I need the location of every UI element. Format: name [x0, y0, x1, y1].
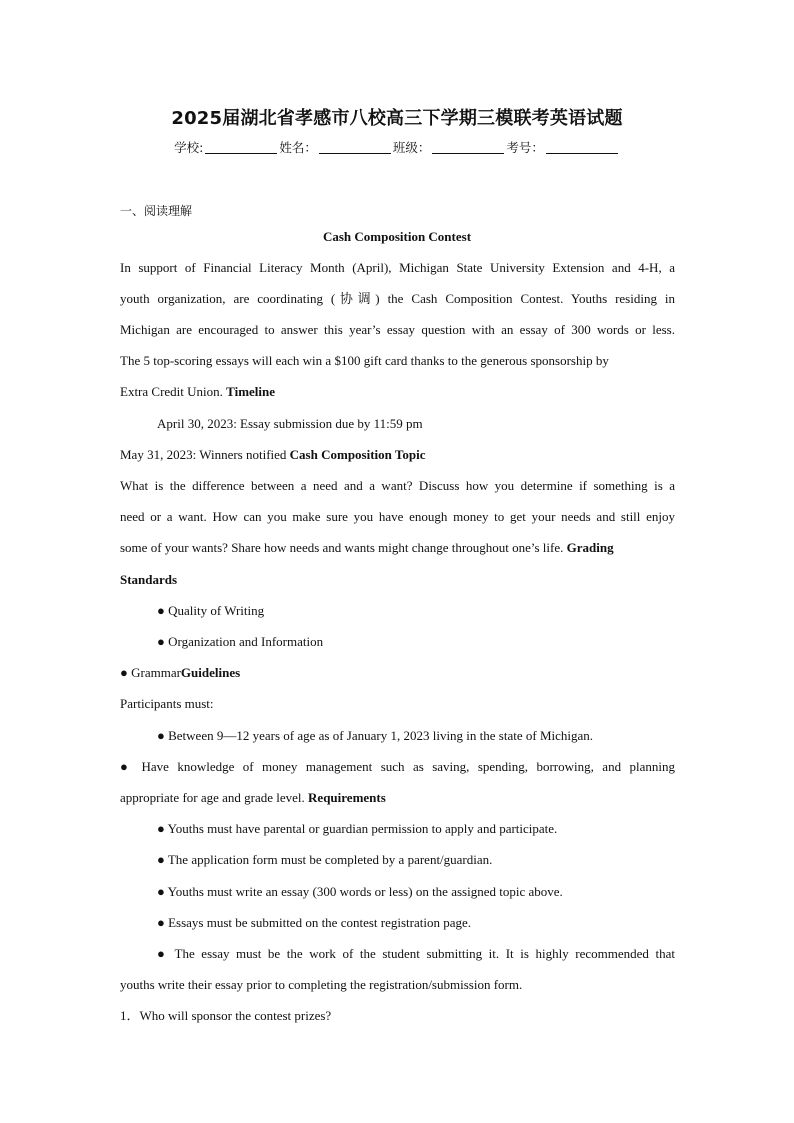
guideline-1: ● Between 9—12 years of age as of January 1, 2023 living in the state of Michigan. [157, 728, 594, 743]
exam-title: 2025届湖北省孝感市八校高三下学期三模联考英语试题 [171, 108, 623, 129]
requirement-4: ● Essays must be submitted on the contest registration page. [157, 915, 472, 930]
requirement-2: ● The application form must be completed by a parent/guardian. [157, 852, 493, 867]
requirement-1: ● Youths must have parental or guardian permission to apply and participate. [157, 821, 558, 836]
requirement-5-line-1: ● The essay must be the work of the student submitting it. It is highly recommended that [157, 946, 675, 961]
guideline-2-line-1: ● Have knowledge of money management such as saving, spending, borrowing, and planning [120, 759, 675, 774]
requirement-5-line-2: youths write their essay prior to completing the registration/submission form. [120, 977, 523, 992]
class-label: 班级： [392, 140, 431, 155]
intro-line-5 [120, 384, 275, 400]
grading-item-3-text: ● Grammar [120, 665, 181, 680]
guideline-2-line-2-text: appropriate for age and grade level. [120, 790, 305, 805]
topic-heading: Cash Composition Topic [289, 447, 426, 462]
question-1: 1．Who will sponsor the contest prizes? [120, 1008, 332, 1023]
grading-heading-text: Standards [120, 572, 178, 587]
school-blank[interactable] [205, 141, 277, 154]
exam-no-label: 考号： [506, 140, 544, 155]
participants-must: Participants must: [120, 696, 214, 711]
grading-item-3 [120, 665, 240, 681]
section-heading: 一、阅读理解 [120, 204, 193, 218]
intro-line-5-text: Extra Credit Union. [120, 384, 223, 399]
intro-line-4: The 5 top-scoring essays will each win a $100 gift card thanks to the generous sponsorship by [120, 353, 609, 368]
topic-line-3-text: some of your wants? Share how needs and wants might change throughout one’s life. [120, 540, 564, 555]
timeline-item-2 [120, 447, 426, 463]
topic-line-2: need or a want. How can you make sure you have enough money to get your needs and still enjoy [120, 509, 675, 524]
intro-line-2: youth organization, are coordinating (协调) the Cash Composition Contest. Youths residing in [120, 291, 675, 306]
student-info-line [0, 138, 794, 156]
name-label: 姓名： [279, 140, 317, 155]
grading-heading-part1: Grading [566, 540, 614, 555]
intro-line-3: Michigan are encouraged to answer this year’s essay question with an essay of 300 words or less. [120, 322, 675, 337]
grading-item-2: ● Organization and Information [157, 634, 324, 649]
topic-line-3 [120, 540, 614, 556]
exam-no-blank[interactable] [546, 141, 618, 154]
grading-item-1: ● Quality of Writing [157, 603, 265, 618]
school-label: 学校: [174, 140, 204, 155]
timeline-item-1: April 30, 2023: Essay submission due by 11:59 pm [157, 416, 423, 431]
guideline-2-line-2 [120, 790, 386, 806]
passage-title: Cash Composition Contest [322, 229, 472, 244]
intro-line-1: In support of Financial Literacy Month (April), Michigan State University Extension and 4-H, a [120, 260, 675, 275]
topic-line-1: What is the difference between a need and a want? Discuss how you determine if something is a [120, 478, 675, 493]
timeline-heading: Timeline [226, 384, 276, 399]
timeline-item-2-text: May 31, 2023: Winners notified [120, 447, 287, 462]
name-blank[interactable] [319, 141, 391, 154]
requirement-3: ● Youths must write an essay (300 words or less) on the assigned topic above. [157, 884, 563, 899]
guidelines-heading: Guidelines [180, 665, 241, 680]
class-blank[interactable] [432, 141, 504, 154]
grading-heading-part2 [120, 572, 177, 588]
requirements-heading: Requirements [308, 790, 386, 805]
